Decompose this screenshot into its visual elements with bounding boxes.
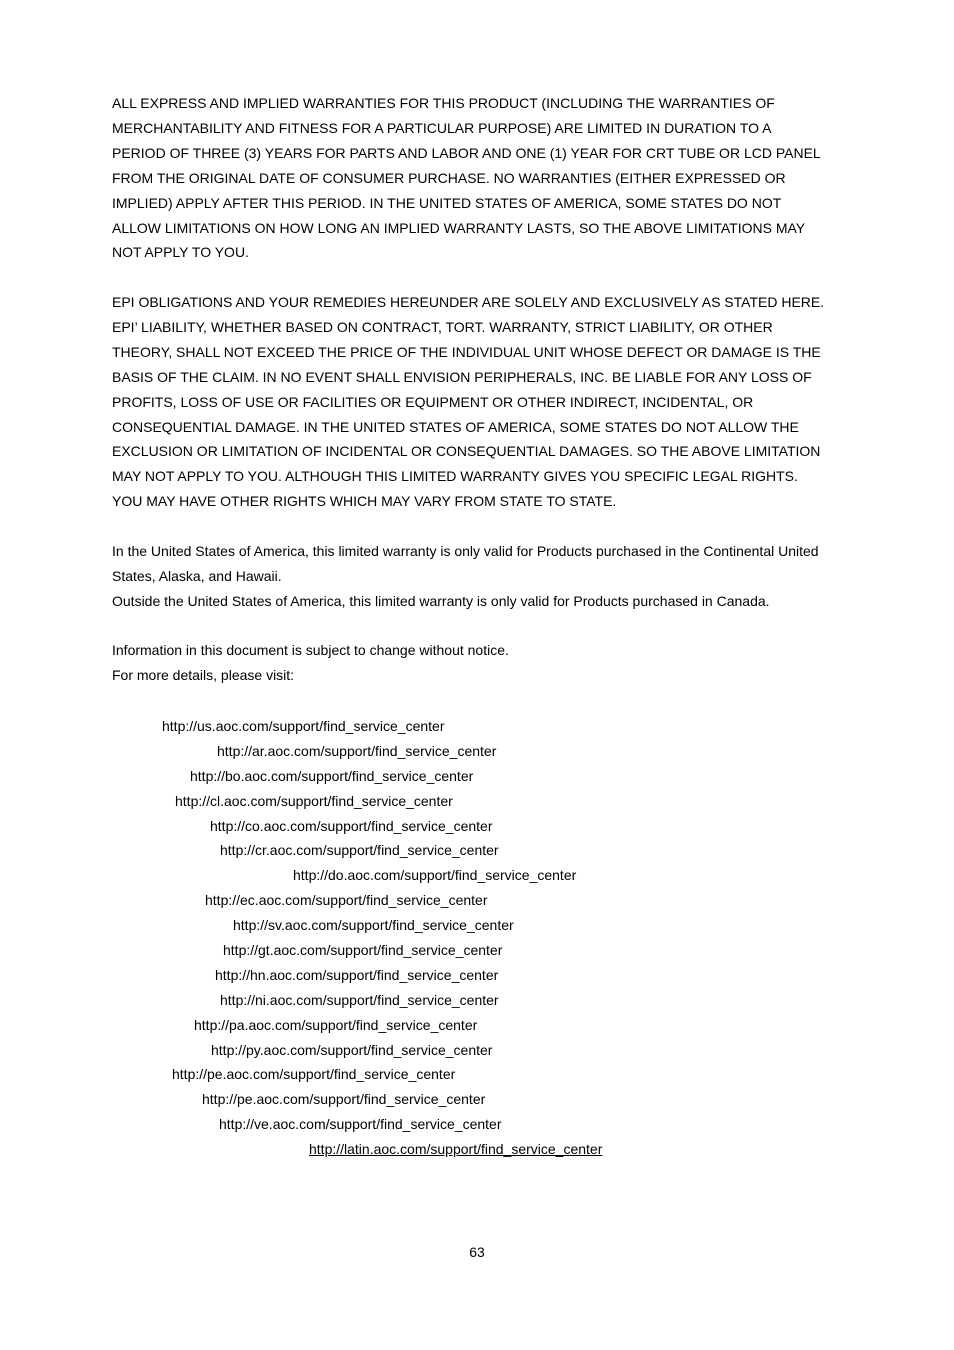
text-line: Information in this document is subject to change without notice. (112, 642, 509, 658)
service-url-cl[interactable]: http://cl.aoc.com/support/find_service_center (175, 793, 453, 809)
warranty-duration-paragraph (112, 91, 852, 265)
text-line: PERIOD OF THREE (3) YEARS FOR PARTS AND LABOR AND ONE (1) YEAR FOR CRT TUBE OR LCD PANEL (112, 144, 821, 161)
service-url-ve[interactable]: http://ve.aoc.com/support/find_service_center (219, 1116, 502, 1132)
service-url-pe[interactable]: http://pe.aoc.com/support/find_service_center (172, 1066, 456, 1082)
service-url-hn[interactable]: http://hn.aoc.com/support/find_service_center (215, 967, 499, 983)
service-url-co[interactable]: http://co.aoc.com/support/find_service_center (210, 818, 493, 834)
text-line: ALLOW LIMITATIONS ON HOW LONG AN IMPLIED WARRANTY LASTS, SO THE ABOVE LIMITATIONS MAY (112, 219, 806, 236)
text-line: Outside the United States of America, this limited warranty is only valid for Products purchased in Canada. (112, 592, 770, 609)
text-line: EPI’ LIABILITY, WHETHER BASED ON CONTRACT, TORT. WARRANTY, STRICT LIABILITY, OR OTHER (112, 318, 773, 335)
text-line: PROFITS, LOSS OF USE OR FACILITIES OR EQUIPMENT OR OTHER INDIRECT, INCIDENTAL, OR (112, 393, 754, 410)
text-line: CONSEQUENTIAL DAMAGE. IN THE UNITED STATES OF AMERICA, SOME STATES DO NOT ALLOW THE (112, 418, 799, 435)
text-line: EXCLUSION OR LIMITATION OF INCIDENTAL OR CONSEQUENTIAL DAMAGES. SO THE ABOVE LIMITATION (112, 443, 821, 460)
service-url-do[interactable]: http://do.aoc.com/support/find_service_center (293, 867, 577, 883)
text-line: YOU MAY HAVE OTHER RIGHTS WHICH MAY VARY FROM STATE TO STATE. (112, 493, 617, 510)
page-number: 63 (469, 1244, 485, 1260)
text-line: FROM THE ORIGINAL DATE OF CONSUMER PURCHASE. NO WARRANTIES (EITHER EXPRESSED OR (112, 169, 786, 186)
text-line: IMPLIED) APPLY AFTER THIS PERIOD. IN THE UNITED STATES OF AMERICA, SOME STATES DO NOT (112, 194, 782, 211)
service-url-cr[interactable]: http://cr.aoc.com/support/find_service_center (220, 842, 499, 858)
service-url-gt[interactable]: http://gt.aoc.com/support/find_service_center (223, 942, 503, 958)
service-url-latin-link[interactable]: http://latin.aoc.com/support/find_service_center (309, 1141, 603, 1157)
info-paragraph (112, 638, 852, 688)
service-url-ni[interactable]: http://ni.aoc.com/support/find_service_center (220, 992, 499, 1008)
text-line: For more details, please visit: (112, 666, 295, 683)
text-line: MAY NOT APPLY TO YOU. ALTHOUGH THIS LIMITED WARRANTY GIVES YOU SPECIFIC LEGAL RIGHTS. (112, 468, 798, 485)
text-line: EPI OBLIGATIONS AND YOUR REMEDIES HEREUNDER ARE SOLELY AND EXCLUSIVELY AS STATED HERE. (112, 294, 825, 310)
text-line: THEORY, SHALL NOT EXCEED THE PRICE OF THE INDIVIDUAL UNIT WHOSE DEFECT OR DAMAGE IS THE (112, 343, 821, 360)
text-line: BASIS OF THE CLAIM. IN NO EVENT SHALL ENVISION PERIPHERALS, INC. BE LIABLE FOR ANY LOSS OF (112, 368, 812, 385)
service-url-bo[interactable]: http://bo.aoc.com/support/find_service_center (190, 768, 474, 784)
text-line: ALL EXPRESS AND IMPLIED WARRANTIES FOR THIS PRODUCT (INCLUDING THE WARRANTIES OF (112, 95, 775, 111)
service-url-pa[interactable]: http://pa.aoc.com/support/find_service_center (194, 1017, 478, 1033)
text-line: NOT APPLY TO YOU. (112, 244, 249, 261)
validity-paragraph (112, 539, 852, 614)
service-url-ar[interactable]: http://ar.aoc.com/support/find_service_center (217, 743, 497, 759)
service-url-us[interactable]: http://us.aoc.com/support/find_service_center (162, 718, 445, 734)
text-line: MERCHANTABILITY AND FITNESS FOR A PARTICULAR PURPOSE) ARE LIMITED IN DURATION TO A (112, 119, 772, 136)
service-url-sv[interactable]: http://sv.aoc.com/support/find_service_center (233, 917, 514, 933)
liability-paragraph (112, 290, 852, 514)
text-line: States, Alaska, and Hawaii. (112, 567, 282, 584)
service-url-pe-2[interactable]: http://pe.aoc.com/support/find_service_center (202, 1091, 486, 1107)
service-url-py[interactable]: http://py.aoc.com/support/find_service_center (211, 1042, 493, 1058)
text-line: In the United States of America, this limited warranty is only valid for Products purchased in the Continental United (112, 543, 819, 559)
service-url-ec[interactable]: http://ec.aoc.com/support/find_service_center (205, 892, 488, 908)
